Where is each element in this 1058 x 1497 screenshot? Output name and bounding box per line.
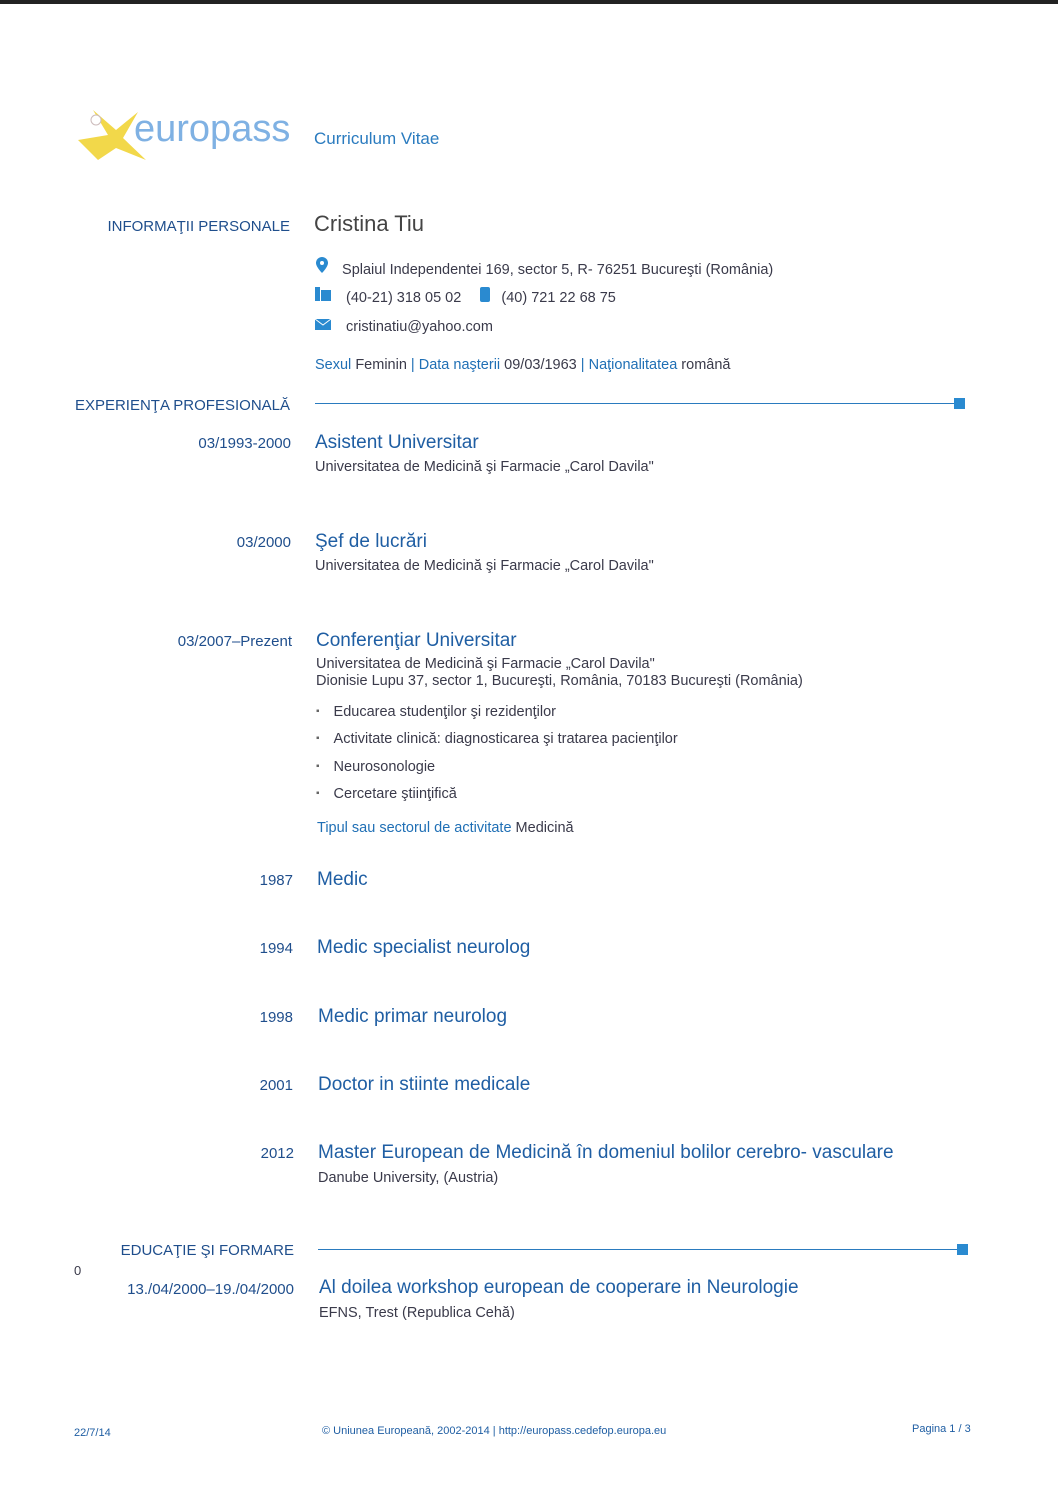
job-address: Dionisie Lupu 37, sector 1, Bucureşti, România, 70183 Bucureşti (România) — [316, 673, 803, 689]
job-date: 1998 — [259, 1009, 293, 1026]
job-employer: Danube University, (Austria) — [318, 1170, 499, 1186]
footer-page-number: Pagina 1 / 3 — [912, 1423, 971, 1435]
section-divider — [315, 403, 955, 404]
sector-label: Tipul sau sectorul de activitate — [317, 820, 512, 836]
phone: (40-21) 318 05 02 — [346, 290, 462, 306]
address: Splaiul Independentei 169, sector 5, R- 76251 Bucureşti (România) — [342, 262, 774, 278]
job-date: 2012 — [260, 1145, 294, 1162]
separator: | — [580, 357, 585, 373]
footer-date: 22/7/14 — [74, 1427, 111, 1439]
job-employer: Universitatea de Medicină şi Farmacie „Carol Davila" — [315, 459, 654, 475]
nationality-label: Naţionalitatea — [588, 357, 678, 373]
birth-label: Data naşterii — [418, 357, 501, 373]
edu-place: EFNS, Trest (Republica Cehă) — [319, 1305, 515, 1321]
mobile-icon — [479, 286, 495, 302]
separator: | — [410, 357, 415, 373]
job-title: Doctor in stiinte medicale — [318, 1074, 531, 1095]
person-name: Cristina Tiu — [314, 211, 425, 236]
footer-copyright: © Uniunea Europeană, 2002-2014 | http://europass.cedefop.europa.eu — [322, 1425, 667, 1437]
job-title: Asistent Universitar — [315, 432, 479, 453]
section-education: EDUCAŢIE ŞI FORMARE — [120, 1242, 294, 1259]
job-bullet: ▪ Cercetare ştiinţifică — [316, 786, 457, 802]
job-date: 1994 — [259, 940, 293, 957]
mobile: (40) 721 22 68 75 — [501, 290, 616, 306]
location-pin-icon — [314, 256, 330, 272]
edu-date: 13./04/2000–19./04/2000 — [127, 1281, 294, 1298]
job-date: 2001 — [259, 1077, 293, 1094]
phone-row — [314, 286, 616, 306]
address-row — [314, 256, 773, 278]
personal-details — [315, 357, 730, 373]
job-title: Master European de Medicină în domeniul bolilor cerebro- vasculare — [318, 1142, 894, 1163]
sector: Medicină — [515, 820, 574, 836]
email-row — [314, 317, 493, 335]
job-bullet: ▪ Activitate clinică: diagnosticarea şi tratarea pacienţilor — [316, 731, 678, 747]
job-title: Şef de lucrări — [315, 531, 427, 552]
job-employer: Universitatea de Medicină şi Farmacie „Carol Davila" — [315, 558, 654, 574]
job-date: 03/1993-2000 — [198, 435, 291, 452]
europass-logo: europass — [68, 100, 158, 175]
phone-icon — [314, 286, 330, 302]
doc-title: Curriculum Vitae — [314, 129, 440, 148]
job-title: Medic specialist neurolog — [317, 937, 531, 958]
section-personal-info: INFORMAŢII PERSONALE — [107, 218, 290, 235]
job-date: 03/2000 — [236, 534, 291, 551]
job-bullet: ▪ Educarea studenţilor şi rezidenţilor — [316, 704, 556, 720]
job-employer: Universitatea de Medicină şi Farmacie „Carol Davila" — [316, 656, 655, 672]
section-experience: EXPERIENŢA PROFESIONALĂ — [74, 397, 290, 414]
job-title: Conferenţiar Universitar — [316, 630, 517, 651]
job-title: Medic — [317, 869, 368, 890]
sex: Feminin — [355, 357, 407, 373]
job-date: 03/2007–Prezent — [177, 633, 292, 650]
job-sector — [317, 820, 574, 836]
birth-date: 09/03/1963 — [504, 357, 577, 373]
job-bullet: ▪ Neurosonologie — [316, 759, 435, 775]
email-icon — [314, 317, 330, 333]
nationality: română — [681, 357, 731, 373]
email[interactable]: cristinatiu@yahoo.com — [346, 319, 493, 335]
stray-mark: 0 — [74, 1263, 82, 1278]
sex-label: Sexul — [315, 357, 352, 373]
edu-title: Al doilea workshop european de cooperare in Neurologie — [319, 1277, 799, 1298]
section-divider — [318, 1249, 958, 1250]
job-title: Medic primar neurolog — [318, 1006, 508, 1027]
job-date: 1987 — [259, 872, 293, 889]
